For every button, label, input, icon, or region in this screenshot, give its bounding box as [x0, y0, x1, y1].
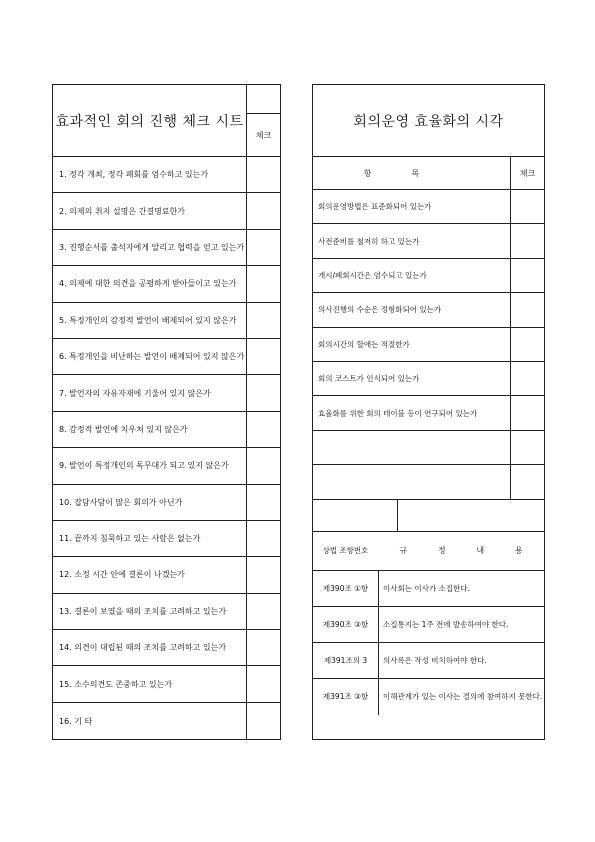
meeting-checklist-sheet — [52, 84, 281, 740]
checklist-header — [53, 85, 280, 157]
checklist-item-text: 2. 의제의 취지 설명은 간결명료한가 — [59, 206, 185, 216]
checklist-item-text: 5. 특정개인의 감정적 발언이 배제되어 있지 않은가 — [59, 315, 237, 325]
efficiency-row — [313, 190, 544, 224]
check-box-cell[interactable] — [246, 303, 280, 338]
content-label-char: 정 — [437, 546, 446, 556]
check-box-cell[interactable] — [246, 703, 280, 739]
check-box-cell[interactable] — [246, 666, 280, 701]
law-table-header — [313, 532, 544, 571]
efficiency-item-text: 회의시간의 할애는 적절한가 — [318, 339, 410, 349]
article-column-label: 상법 조항번호 — [322, 546, 369, 556]
checklist-row — [53, 230, 280, 266]
check-box-cell[interactable] — [510, 362, 544, 395]
check-box-cell[interactable] — [510, 465, 544, 498]
content-label-char: 규 — [399, 546, 408, 556]
check-box-cell[interactable] — [510, 190, 544, 223]
check-box-cell[interactable] — [246, 266, 280, 301]
checklist-item-text: 16. 기 타 — [59, 716, 93, 726]
efficiency-item-text: 사전준비를 철저히 하고 있는가 — [318, 236, 420, 246]
check-box-cell[interactable] — [246, 557, 280, 592]
checklist-title: 효과적인 회의 진행 체크 시트 — [55, 113, 244, 130]
check-box-cell[interactable] — [510, 259, 544, 292]
efficiency-row — [313, 362, 544, 396]
checklist-item-text: 7. 발언자의 자유자재에 기울어 있지 않은가 — [59, 388, 211, 398]
checklist-row — [53, 521, 280, 557]
law-article: 제391조 ③항 — [322, 692, 369, 702]
law-article: 제391조의 3 — [323, 655, 368, 665]
efficiency-row — [313, 293, 544, 327]
law-row — [313, 643, 544, 679]
checklist-item-text: 12. 소정 시간 안에 결론이 나겠는가 — [59, 570, 185, 580]
checklist-item-text: 4. 의제에 대한 의견을 공평하게 받아들이고 있는가 — [59, 279, 237, 289]
efficiency-row — [313, 259, 544, 293]
check-column-label: 체크 — [247, 113, 280, 156]
content-label-char: 용 — [514, 546, 523, 556]
efficiency-row — [313, 224, 544, 258]
efficiency-title: 회의운영 효율화의 시각 — [313, 85, 544, 157]
content-label-char: 내 — [476, 546, 485, 556]
efficiency-item-text: 회의운영방법은 표준화되어 있는가 — [318, 202, 432, 212]
check-box-cell[interactable] — [510, 328, 544, 361]
checklist-item-text: 9. 발언이 특정개인의 독무대가 되고 있지 않은가 — [59, 461, 229, 471]
checklist-rows — [53, 157, 280, 739]
checklist-row — [53, 557, 280, 593]
checklist-item-text: 10. 잡담사담이 많은 회의가 아닌가 — [59, 497, 183, 507]
law-row — [313, 679, 544, 715]
checklist-row — [53, 266, 280, 302]
check-box-cell[interactable] — [246, 375, 280, 410]
efficiency-item-text: 효율화를 위한 회의 테이블 등이 연구되어 있는가 — [318, 408, 478, 418]
law-content: 이해관계가 있는 이사는 결의에 참여하지 못한다. — [378, 679, 544, 715]
efficiency-row — [313, 328, 544, 362]
check-column-header — [246, 85, 280, 156]
checklist-item-text: 15. 소수의견도 존중하고 있는가 — [59, 679, 173, 689]
checklist-item-text: 11. 끝까지 침묵하고 있는 사람은 없는가 — [59, 534, 201, 544]
efficiency-item-text: 회의 코스트가 인식되어 있는가 — [318, 374, 420, 384]
efficiency-row — [313, 465, 544, 499]
checklist-row — [53, 485, 280, 521]
item-column-label: 항목 — [363, 168, 460, 178]
checklist-row — [53, 448, 280, 484]
check-box-cell[interactable] — [510, 224, 544, 257]
checklist-row — [53, 157, 280, 193]
checklist-row — [53, 375, 280, 411]
check-box-cell[interactable] — [510, 396, 544, 429]
check-box-cell[interactable] — [246, 630, 280, 665]
efficiency-item-text — [313, 431, 510, 464]
check-box-cell[interactable] — [510, 431, 544, 464]
efficiency-table-header — [313, 157, 544, 190]
law-content: 소집통지는 1주 전에 발송하여야 한다. — [378, 607, 544, 642]
checklist-row — [53, 303, 280, 339]
efficiency-row — [313, 431, 544, 465]
checklist-row — [53, 412, 280, 448]
checklist-item-text: 14. 의견이 대립된 때의 조치를 고려하고 있는가 — [59, 643, 227, 653]
efficiency-rows — [313, 190, 544, 500]
checklist-item-text: 1. 정각 개최, 정각 폐회를 엄수하고 있는가 — [59, 170, 209, 180]
law-article: 제390조 ①항 — [322, 583, 369, 593]
checklist-item-text: 3. 진행순서를 출석자에게 알리고 협력을 얻고 있는가 — [59, 242, 245, 252]
blank-divider-row — [313, 500, 544, 532]
law-row — [313, 571, 544, 607]
content-column-label — [378, 532, 544, 570]
checklist-row — [53, 339, 280, 375]
check-box-cell[interactable] — [246, 230, 280, 265]
check-box-cell[interactable] — [246, 193, 280, 228]
checklist-item-text: 6. 특정개인을 비난하는 발언이 배제되어 있지 않은가 — [59, 352, 245, 362]
checklist-row — [53, 666, 280, 702]
meeting-efficiency-sheet — [312, 84, 545, 740]
check-column-label: 체크 — [510, 157, 544, 189]
check-box-cell[interactable] — [246, 521, 280, 556]
check-box-cell[interactable] — [246, 412, 280, 447]
check-box-cell[interactable] — [246, 448, 280, 483]
law-article: 제390조 ③항 — [322, 619, 369, 629]
check-box-cell[interactable] — [246, 485, 280, 520]
check-box-cell[interactable] — [246, 339, 280, 374]
checklist-item-text: 8. 감정적 발언에 치우쳐 있지 않은가 — [59, 424, 188, 434]
efficiency-item-text — [313, 465, 510, 498]
checklist-row — [53, 630, 280, 666]
check-box-cell[interactable] — [246, 594, 280, 629]
law-content: 이사회는 이사가 소집한다. — [378, 571, 544, 606]
efficiency-row — [313, 396, 544, 430]
checklist-row — [53, 594, 280, 630]
efficiency-item-text: 개시/폐회시간은 엄수되고 있는가 — [318, 270, 427, 280]
check-box-cell[interactable] — [246, 157, 280, 192]
law-row — [313, 607, 544, 643]
checklist-row — [53, 703, 280, 739]
checklist-row — [53, 193, 280, 229]
efficiency-item-text: 의사진행의 수순은 정형화되어 있는가 — [318, 305, 442, 315]
law-content: 의사록은 작성 비치하여야 한다. — [378, 643, 544, 678]
check-box-cell[interactable] — [510, 293, 544, 326]
checklist-item-text: 13. 결론이 보였을 때의 조치를 고려하고 있는가 — [59, 606, 227, 616]
law-rows — [313, 571, 544, 715]
